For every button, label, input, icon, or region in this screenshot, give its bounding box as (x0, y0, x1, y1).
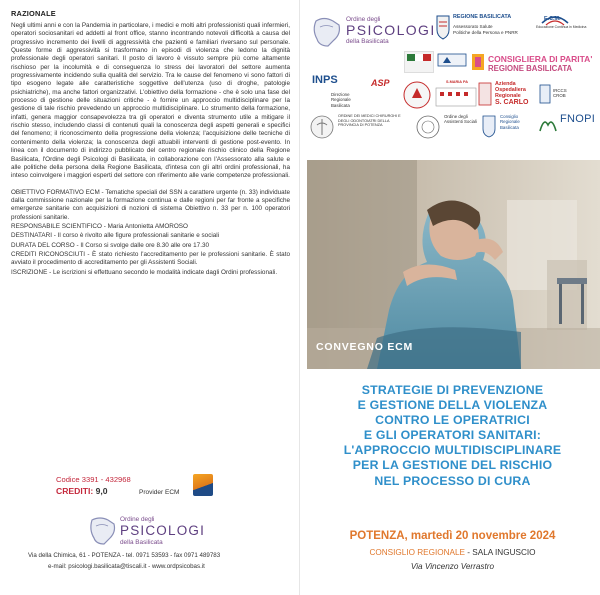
consigliera-l1: CONSIGLIERA DI PARITA' (488, 54, 593, 64)
provider-logo-icon (193, 474, 213, 496)
event-street: Via Vincenzo Verrastro (410, 562, 495, 571)
responsabile-text: RESPONSABILE SCIENTIFICO - Maria Antonietta AMOROSO (11, 222, 188, 230)
psi-bottom-l2: PSICOLOGI (120, 523, 206, 538)
ordine-medici-label: ORDINE DEI MEDICI CHIRURGHI E DEGLI ODONTOIATRI DELLA PROVINCIA DI POTENZA (338, 114, 401, 128)
azienda-l4: S. CARLO (495, 99, 529, 106)
crediti-riconosciuti-text: CREDITI RICONOSCIUTI - È stato richiesto l'accreditamento per le professioni sanitarie. È stato avviato il procedimento di accreditamento per gli Assistenti Sociali. (11, 250, 290, 267)
irccs-label: IRCCS CROB (553, 88, 567, 99)
crediti-ecm (56, 486, 108, 496)
malattie-infettive-logo (404, 51, 434, 73)
razionale-text: Negli ultimi anni e con la Pandemia in particolare, i medici e molti altri professionisti quali infermieri, operatori sociosanitari ed addetti al front office, stanno incontrando notevoli difficoltà a causa del progressivo incremento dei livelli di aggressività che pazienti e familiari riversano sul personale. Queste forme di aggressività si trasformano in episodi di violenza che ledono la dignità professionale degli operatori sanitari. Il posto di lavoro è vissuto sempre più come altamente rischioso per la incolumità e di conseguenza lo stress dei lavoratori del settore aumenta progressivamente incidendo sulla qualità del servizio. Tra le cause del fenomeno vi sono fattori di tipo esogeno legate alle caratteristiche soggettive dell'utenza (uso di droghe, patologie psichiatriche), ma anche fattori organizzativi. L'obiettivo della formazione - che è solo una fase del processo di gestione delle situazioni critiche - è fornire un approccio multidisciplinare per la gestione di tale rischio prevedendo un approccio multidisciplinare. Lo strumento della formazione, infatti, genera maggior consapevolezza tra gli operatori e diventa strumento utile a mitigare il rischio stesso, includendo classi di contenuti quali la conoscenza degli aspetti generali e specifici del fenomeno; il riconoscimento della progressione della violenza; l'acquisizione delle tecniche di contenimento della violenza; la conoscenza degli attuabili interventi di gestione post-evento. In linea con il documento di indirizzo pubblicato del centro regionale rischio clinico della Regione Basilicata, l'Ordine degli Psicologi di Basilicata, in collaborazione con l'Assessorato alla salute e alle politiche della persona della Regione Basilicata, d'intesa con gli altri ordini professionali, ha inteso coinvolgere i maggiori esperti del settore con riferimento alle varie competenze professionali. (11, 22, 290, 180)
event-venue (305, 548, 600, 557)
consigliera-icon (471, 53, 485, 71)
tricolor-icon (405, 52, 433, 64)
crediti-label: CREDITI: (56, 486, 94, 496)
iscrizione-text: ISCRIZIONE - Le iscrizioni si effettuano secondo le modalità indicate dagli Ordini professionali. (11, 268, 278, 276)
ecm-sub: Educazione Continua in Medicina (536, 25, 587, 29)
psicologi-map-icon (309, 14, 345, 50)
footer-email: e-mail: psicologi.basilicata@tiscali.it - www.ordpsicobas.it (48, 563, 205, 570)
regione-crest-icon (436, 14, 450, 40)
title-line-5: L'APPROCCIO MULTIDISCIPLINARE (343, 443, 562, 458)
irccs-icon (539, 84, 551, 104)
inps-sub: Direzione Regionale Basilicata (331, 92, 351, 108)
medici-seal-icon (309, 114, 335, 140)
venue-room: - SALA INGUSCIO (465, 548, 536, 557)
assistenti-sociali-label: Ordine degli Assistenti Sociali (444, 114, 477, 125)
fold-divider (299, 0, 300, 595)
consiglio-regionale-label: Consiglio Regionale Basilicata (500, 114, 520, 130)
fnopi-label: FNOPI (560, 113, 596, 125)
smpa-label: S.MARIA PA (446, 80, 468, 84)
razionale-title: RAZIONALE (11, 9, 56, 18)
ecm-label: E.C.M. (544, 16, 561, 22)
title-line-4: E GLI OPERATORI SANITARI: (363, 428, 542, 443)
regione-sub1: Assessorato Salute (453, 24, 493, 29)
nurse-illustration-icon (307, 160, 600, 369)
consigliera-l2: REGIONE BASILICATA (488, 64, 573, 73)
convegno-label: CONVEGNO ECM (316, 341, 414, 353)
psi-top-l3: della Basilicata (346, 38, 389, 45)
psi-bottom-l1: Ordine degli (120, 516, 155, 523)
title-line-1: STRATEGIE DI PREVENZIONE (361, 383, 544, 397)
psicologi-logo-top (346, 16, 436, 45)
azienda-crest-icon (478, 82, 492, 106)
title-line-6: PER LA GESTIONE DEL RISCHIO (352, 458, 553, 473)
psicologi-logo-bottom (86, 514, 206, 548)
provider-label: Provider ECM (139, 489, 180, 496)
azienda-l3: Regionale (495, 93, 521, 99)
crediti-value: 9,0 (95, 486, 108, 496)
regione-title: REGIONE BASILICATA (453, 14, 512, 20)
event-date: POTENZA, martedì 20 novembre 2024 (349, 530, 556, 542)
regione-sub2: Politiche della Persona e PNRR (453, 30, 518, 35)
consiglio-crest-icon (482, 114, 496, 138)
basilicata-map-icon (86, 514, 120, 548)
smpa-seal-icon (402, 80, 432, 110)
event-title (305, 383, 600, 489)
footer-address: Via della Chimica, 61 - POTENZA - tel. 0971 53593 - fax 0971 489783 (28, 552, 221, 559)
azienda-l1: Azienda (495, 81, 516, 87)
title-line-3: CONTRO LE OPERATRICI (375, 413, 530, 428)
psi-bottom-l3: della Basilicata (120, 539, 163, 546)
venue-name: CONSIGLIO REGIONALE (369, 548, 465, 557)
regione-small-logo (437, 53, 467, 73)
inps-label: INPS (312, 74, 338, 86)
codice-evento: Codice 3391 - 432968 (56, 475, 131, 484)
regione-small-icon (437, 53, 467, 73)
hero-photo (307, 160, 600, 369)
destinatari-text: DESTINATARI - Il corso è rivolto alle figure professionali sanitarie e sociali (11, 232, 220, 240)
fnopi-mark-icon (538, 115, 558, 135)
azienda-l2: Ospedaliera (495, 87, 526, 93)
durata-text: DURATA DEL CORSO - Il Corso si svolge dalle ore 8.30 alle ore 17.30 (11, 241, 210, 249)
title-line-2: E GESTIONE DELLA VIOLENZA (357, 398, 548, 413)
asp-label: ASP (371, 78, 390, 88)
psi-top-l2: PSICOLOGI (346, 22, 436, 38)
obiettivo-text: OBIETTIVO FORMATIVO ECM - Tematiche speciali del SSN a carattere urgente (n. 33) individuate dalla commissione nazionale per la formazione continua e dalle regioni per far fronte a specifiche emergenze sanitarie con acquisizioni di nozioni di sistema Obiettivo n. 33 per n. 100 operatori professioni sanitarie. (11, 188, 290, 221)
assistenti-sociali-icon (415, 114, 441, 140)
psi-top-l1: Ordine degli (346, 16, 381, 23)
title-line-7: NEL PROCESSO DI CURA (374, 473, 531, 488)
consigliera-logo (488, 54, 592, 73)
